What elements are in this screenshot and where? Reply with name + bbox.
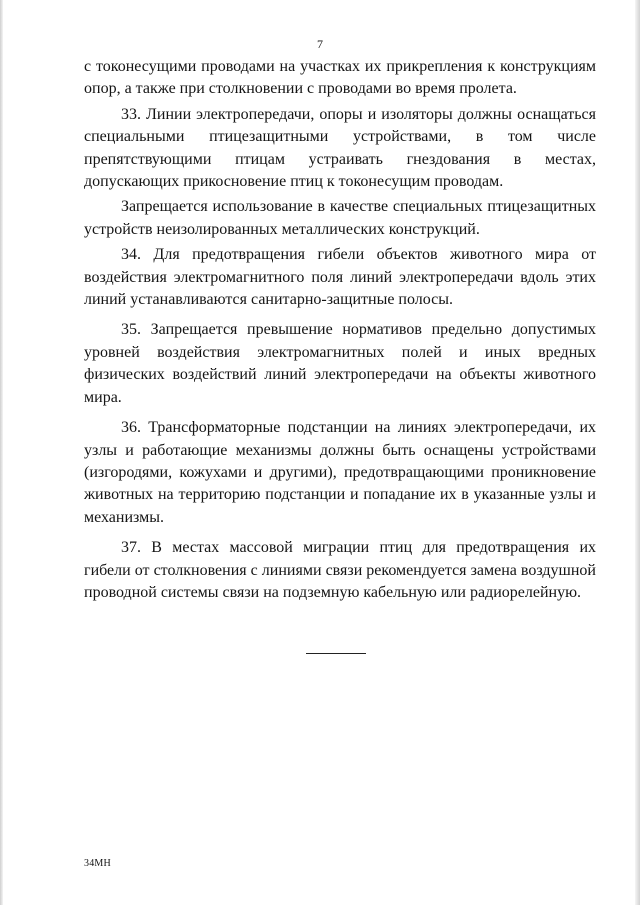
document-body: [84, 56, 596, 604]
paragraph-33: 33. Линии электропередачи, опоры и изоляторы должны оснащаться специальными птицезащитными устройствами, в том числе препятствующими птицам устраивать гнездования в местах, допускающих прикосновение птиц к токонесущим проводам.: [84, 105, 596, 191]
footer-document-code: 34МН: [84, 858, 111, 869]
end-of-text-rule: [306, 653, 366, 654]
scan-edge-right: [635, 0, 640, 905]
paragraph-33-prohibition: Запрещается использование в качестве специальных птицезащитных устройств неизолированных металлических конструкций.: [84, 198, 596, 238]
paragraph-35: 35. Запрещается превышение нормативов предельно допустимых уровней воздействия электромагнитных полей и иных вредных физических воздействий линий электропередачи на объекты животного мира.: [84, 321, 596, 406]
scan-edge-left: [0, 0, 3, 905]
paragraph-36: 36. Трансформаторные подстанции на линиях электропередачи, их узлы и работающие механизмы должны быть оснащены устройствами (изгородями, кожухами и другими), предотвращающими проникновение животных на территорию подстанции и попадание их в указанные узлы и механизмы.: [84, 419, 596, 526]
paragraph-37: 37. В местах массовой миграции птиц для предотвращения их гибели от столкновения с линиями связи рекомендуется замена воздушной проводной системы связи на подземную кабельную или радиорелейную.: [84, 539, 596, 601]
page-number: 7: [317, 37, 323, 51]
paragraph-34: 34. Для предотвращения гибели объектов животного мира от воздействия электромагнитного поля линий электропередачи вдоль этих линий устанавливаются санитарно-защитные полосы.: [84, 246, 596, 309]
paragraph-continuation: с токонесущими проводами на участках их прикрепления к конструкциям опор, а также при столкновении с проводами во время пролета.: [84, 58, 596, 98]
